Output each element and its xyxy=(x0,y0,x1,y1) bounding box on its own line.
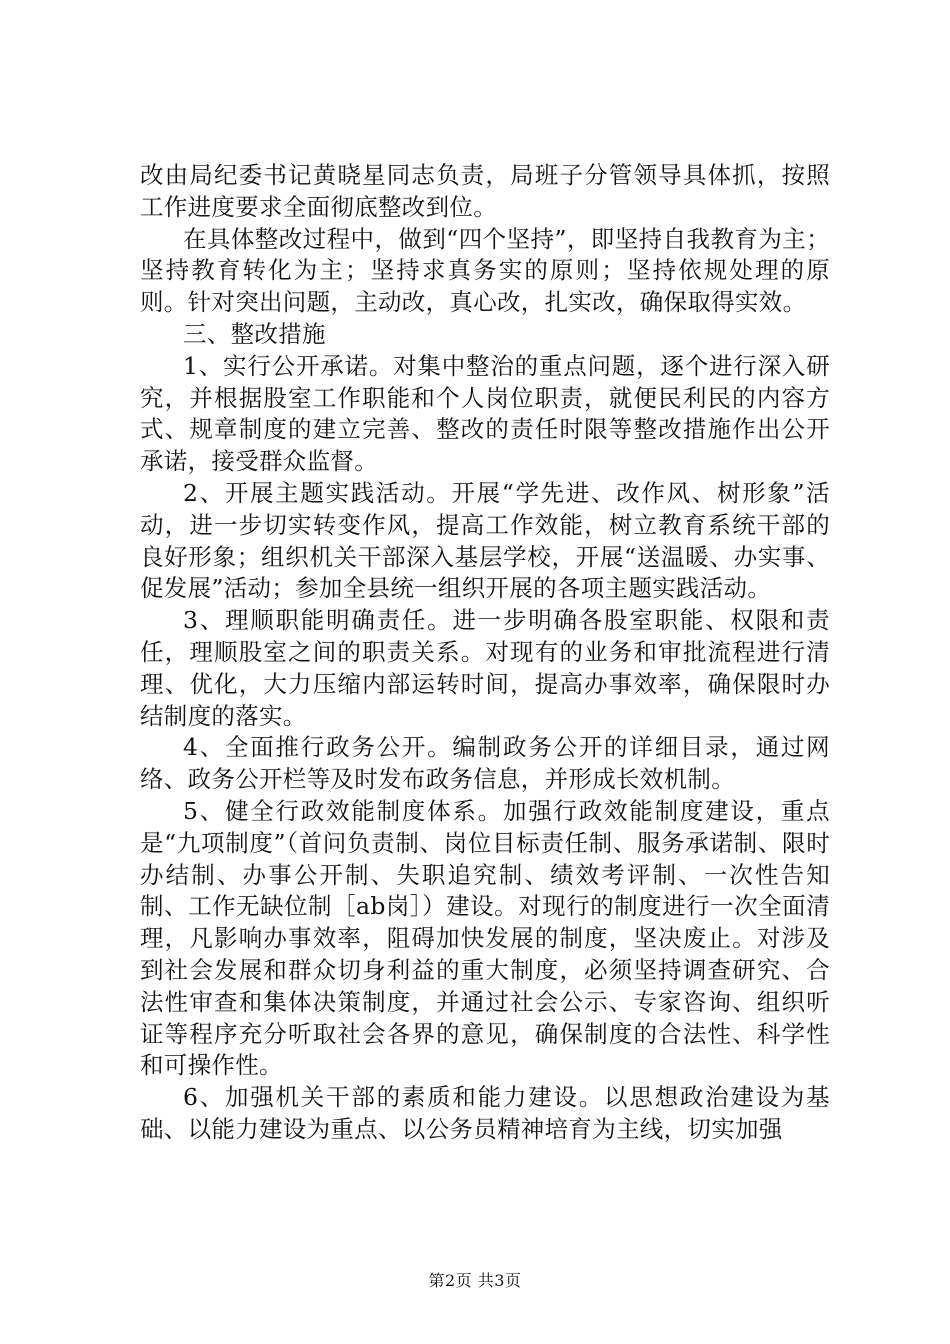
paragraph-measure-3: 3、理顺职能明确责任。进一步明确各股室职能、权限和责任，理顺股室之间的职责关系。对现有的业务和审批流程进行清理、优化，大力压缩内部运转时间，提高办事效率，确保限时办结制度的落实。 xyxy=(140,606,830,730)
paragraph-measure-1: 1、实行公开承诺。对集中整治的重点问题，逐个进行深入研究，并根据股室工作职能和个人岗位职责，就便民利民的内容方式、规章制度的建立完善、整改的责任时限等整改措施作出公开承诺，接受群众监督。 xyxy=(140,351,830,476)
document-body xyxy=(140,160,830,1146)
paragraph-measure-5: 5、健全行政效能制度体系。加强行政效能制度建设，重点是“九项制度”（首问负责制、岗位目标责任制、服务承诺制、限时办结制、办事公开制、失职追究制、绩效考评制、一次性告知制、工作无缺位制［ab岗］）建设。对现行的制度进行一次全面清理，凡影响办事效率，阻碍加快发展的制度，坚决废止。对涉及到社会发展和群众切身利益的重大制度，必须坚持调查研究、合法性审查和集体决策制度，并通过社会公示、专家咨询、组织听证等程序充分听取社会各界的意见，确保制度的合法性、科学性和可操作性。 xyxy=(140,796,830,1080)
paragraph-measure-2: 2、开展主题实践活动。开展“学先进、改作风、树形象”活动，进一步切实转变作风，提高工作效能，树立教育系统干部的良好形象；组织机关干部深入基层学校，开展“送温暖、办实事、促发展”活动；参加全县统一组织开展的各项主题实践活动。 xyxy=(140,478,830,603)
paragraph-four-persistences: 在具体整改过程中，做到“四个坚持”，即坚持自我教育为主；坚持教育转化为主；坚持求真务实的原则；坚持依规处理的原则。针对突出问题，主动改，真心改，扎实改，确保取得实效。 xyxy=(140,224,830,317)
page-number-label: 第2页 共3页 xyxy=(428,1271,522,1290)
paragraph-measure-6: 6、加强机关干部的素质和能力建设。以思想政治建设为基础、以能力建设为重点、以公务员精神培育为主线，切实加强 xyxy=(140,1083,830,1143)
section-heading-measures: 三、整改措施 xyxy=(183,319,326,348)
paragraph-continuation: 改由局纪委书记黄晓星同志负责，局班子分管领导具体抓，按照工作进度要求全面彻底整改到位。 xyxy=(140,161,830,221)
page-footer xyxy=(0,1271,950,1291)
paragraph-measure-4: 4、全面推行政务公开。编制政务公开的详细目录，通过网络、政务公开栏等及时发布政务信息，并形成长效机制。 xyxy=(140,733,830,794)
